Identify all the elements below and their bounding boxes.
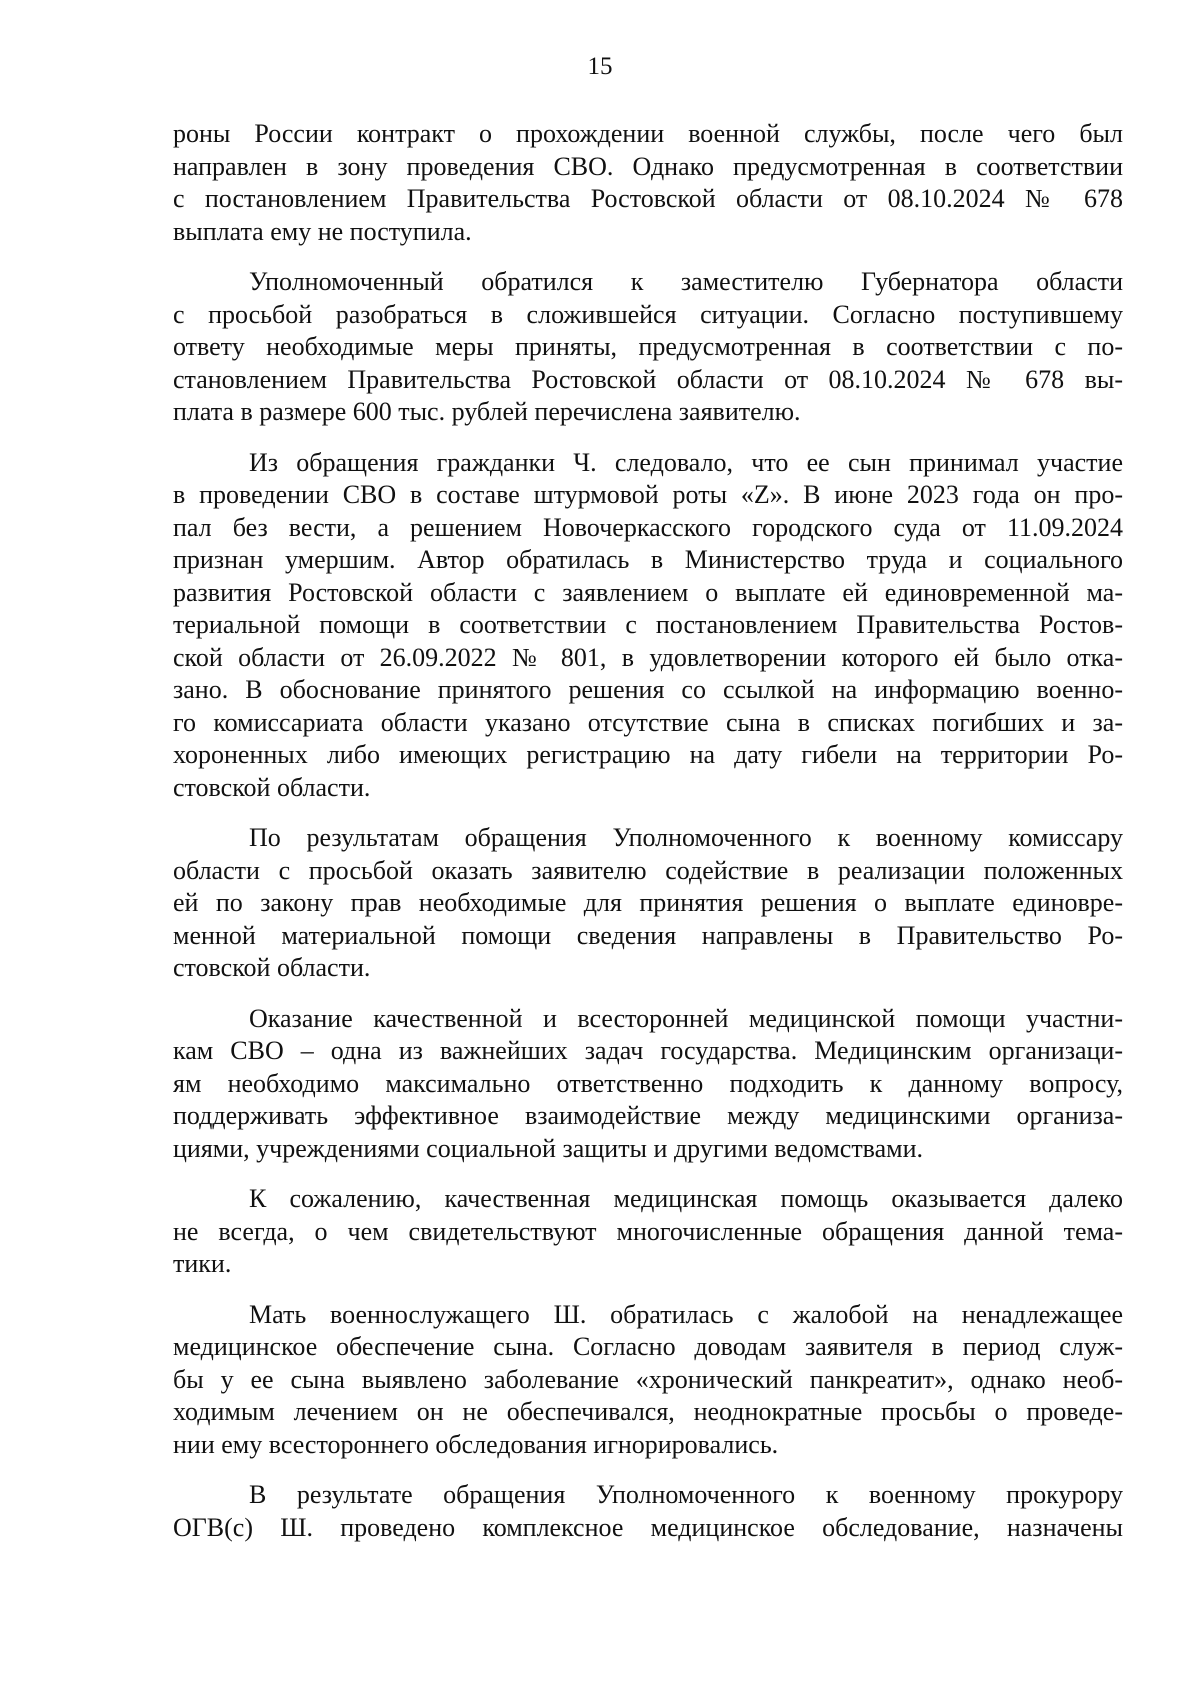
text-line: бы у ее сына выявлено заболевание «хронический панкреатит», однако необ- [173,1364,1123,1394]
text-line: с просьбой разобраться в сложившейся ситуации. Согласно поступившему [173,299,1123,329]
text-line: нии ему всестороннего обследования игнорировались. [173,1429,779,1459]
text-line: области с просьбой оказать заявителю содействие в реализации положенных [173,855,1123,885]
text-line: Мать военнослужащего Ш. обратилась с жалобой на ненадлежащее [249,1299,1123,1329]
text-line: ОГВ(с) Ш. проведено комплексное медицинское обследование, назначены [173,1512,1123,1542]
text-line: развития Ростовской области с заявлением о выплате ей единовременной ма- [173,577,1123,607]
paragraph [173,1183,1123,1281]
body-text [173,118,1123,1562]
paragraph [173,822,1123,985]
text-line: роны России контракт о прохождении военной службы, после чего был [173,119,1123,148]
paragraph [173,118,1123,248]
paragraph [173,1479,1123,1544]
paragraph [173,447,1123,805]
text-line: признан умершим. Автор обратилась в Министерство труда и социального [173,545,1123,574]
text-line: Из обращения гражданки Ч. следовало, что ее сын принимал участие [249,447,1123,477]
text-line: Оказание качественной и всесторонней медицинской помощи участни- [249,1003,1123,1033]
text-line: хороненных либо имеющих регистрацию на дату гибели на территории Ро- [173,740,1123,769]
text-line: зано. В обоснование принятого решения со ссылкой на информацию военно- [173,675,1123,704]
text-line: По результатам обращения Уполномоченного к военному комиссару [249,823,1123,852]
text-line: кам СВО – одна из важнейших задач государства. Медицинским организаци- [173,1036,1123,1065]
text-line: плата в размере 600 тыс. рублей перечислена заявителю. [173,397,801,426]
text-line: ответу необходимые меры приняты, предусмотренная в соответствии с по- [173,332,1123,361]
paragraph [173,1299,1123,1462]
paragraph [173,266,1123,429]
text-line: не всегда, о чем свидетельствуют многочисленные обращения данной тема- [173,1216,1123,1246]
text-line: медицинское обеспечение сына. Согласно доводам заявителя в период служ- [173,1332,1123,1361]
text-line: К сожалению, качественная медицинская помощь оказывается далеко [249,1184,1123,1213]
text-line: тики. [173,1249,232,1278]
text-line: териальной помощи в соответствии с постановлением Правительства Ростов- [173,610,1123,639]
text-line: становлением Правительства Ростовской области от 08.10.2024 № 678 вы- [173,364,1123,394]
text-line: поддерживать эффективное взаимодействие между медицинскими организа- [173,1101,1123,1130]
text-line: го комиссариата области указано отсутствие сына в списках погибших и за- [173,707,1123,737]
text-line: в проведении СВО в составе штурмовой роты «Z». В июне 2023 года он про- [173,480,1123,509]
text-line: направлен в зону проведения СВО. Однако предусмотренная в соответствии [173,151,1123,181]
text-line: ей по закону прав необходимые для принятия решения о выплате единовре- [173,888,1123,917]
text-line: Уполномоченный обратился к заместителю Губернатора области [249,267,1123,296]
text-line: с постановлением Правительства Ростовской области от 08.10.2024 № 678 [173,184,1123,213]
text-line: ям необходимо максимально ответственно подходить к данному вопросу, [173,1068,1123,1098]
paragraph [173,1003,1123,1166]
text-line: стовской области. [173,772,371,802]
text-line: стовской области. [173,953,371,982]
text-line: пал без вести, а решением Новочеркасского городского суда от 11.09.2024 [173,512,1123,542]
page-number: 15 [587,53,613,80]
text-line: В результате обращения Уполномоченного к военному прокурору [249,1480,1123,1509]
text-line: циями, учреждениями социальной защиты и другими ведомствами. [173,1133,924,1163]
text-line: выплата ему не поступила. [173,216,472,246]
text-line: ской области от 26.09.2022 № 801, в удовлетворении которого ей было отка- [173,642,1123,672]
text-line: ходимым лечением он не обеспечивался, неоднократные просьбы о проведе- [173,1397,1123,1426]
text-line: менной материальной помощи сведения направлены в Правительство Ро- [173,920,1123,950]
